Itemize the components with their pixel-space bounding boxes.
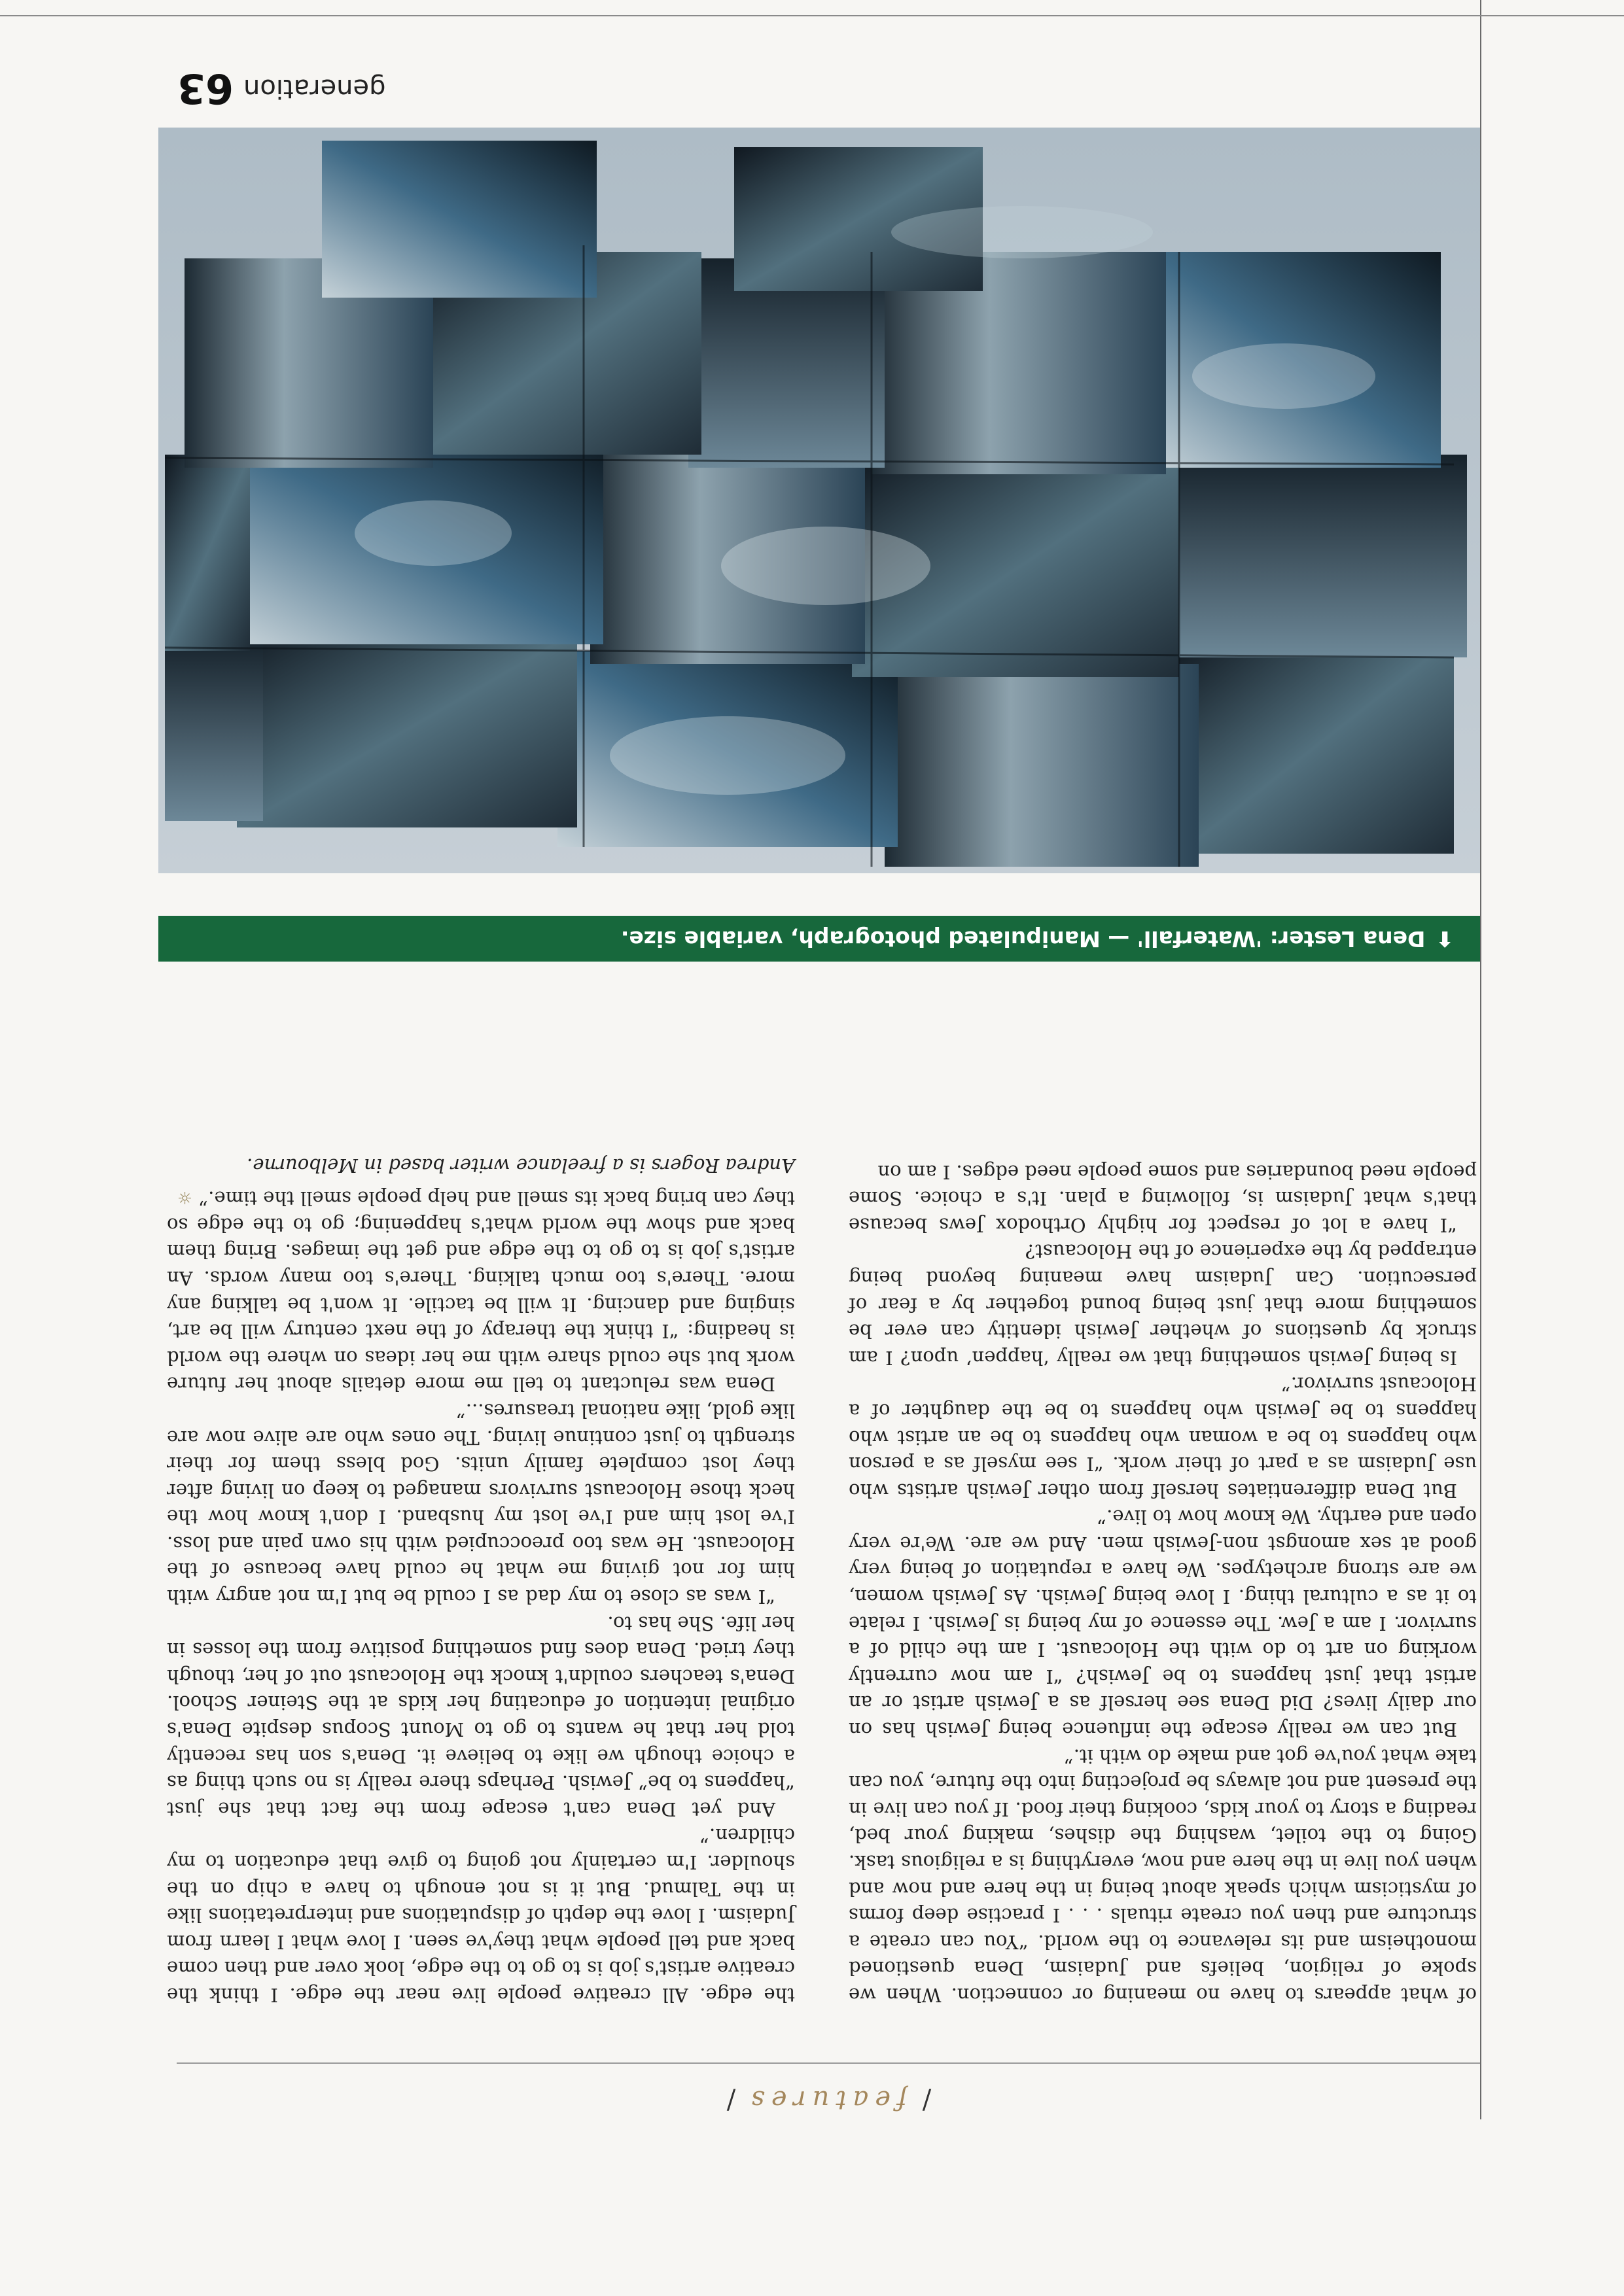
page-number: 63 <box>177 65 234 113</box>
section-label-text: features <box>745 2085 907 2115</box>
paragraph <box>167 1184 795 1398</box>
article-column-right <box>167 1152 795 2008</box>
caption-bar <box>158 916 1480 962</box>
section-label <box>682 2080 970 2119</box>
paragraph: Is being Jewish something that we really ‘happen’ upon? I am struck by questions of whether Jewish identity can ever be something more that just being bound together by a fear of persecution. Can Judaism have meaning beyond being entrapped by the experience of the Holocaust? <box>849 1240 1477 1369</box>
mist-highlight <box>721 527 930 605</box>
collage-panel <box>237 631 577 827</box>
paragraph: And yet Dena can't escape from the fact that she just “happens to be” Jewish. Perhaps there really is no such thing as a choice though we like to believe it. Dena's son has recently told her that he wants to go to Mount Scopus despite Dena's original intention of educating her kids at the Steiner School. Dena's teachers couldn't knock the Holocaust out of her, though they tried. Dena does find something positive from the losses in her life. She has to. <box>167 1612 795 1820</box>
article-column-left <box>849 1158 1477 2008</box>
paragraph: “I was as close to my dad as I could be but I'm not angry with him for not giving me what he could have because of the Holocaust. He was too preoccupied with his own pain and loss. I've lost him and I've lost my husband. I don't know how the heck those Holocaust survivors managed to keep on living after they lost complete family units. God bless them for their strength to just continue living. The ones who are alive now are like gold, like national treasures...” <box>167 1399 795 1609</box>
caption-text: Dena Lester: 'Waterfall' — Manipulated photograph, variable size. <box>620 926 1426 952</box>
artwork-photo <box>158 128 1480 873</box>
frame-line-left <box>1480 0 1481 2119</box>
mist-highlight <box>610 716 845 795</box>
mist-highlight <box>1192 343 1375 409</box>
mist-highlight <box>355 500 512 566</box>
collage-panel <box>322 141 597 298</box>
collage-panel <box>1166 455 1467 657</box>
author-byline: Andrea Rogers is a freelance writer based in Melbourne. <box>247 1154 795 1177</box>
header-rule <box>177 2062 1480 2064</box>
collage-panel <box>885 664 1199 867</box>
collage-panel <box>1179 638 1454 854</box>
magazine-name: generation <box>243 73 386 103</box>
paragraph: But Dena differentiates herself from other Jewish artists who use Judaism as a part of their work. “I see myself as a person who happens to be a woman who happens to be an artist who happens to be Jewish who happens to be the daughter of a Holocaust survivor.” <box>849 1373 1477 1502</box>
collage-panel <box>165 455 250 651</box>
slash-left-icon: / <box>915 2085 932 2115</box>
paragraph: of what appears to have no meaning or connection. When we spoke of religion, beliefs and Judaism, Dena questioned monotheism and its relevance to the world. “You can create a structure and then you create rituals . . . I practise deep forms of mysticism which speak about being in the here and now and when you live in the here and now, everything is a religious task. Going to the toilet, washing the dishes, making your bed, reading a story to your kids, cooking their food. If you can live in the present and not always be projecting into the future, you can take what you've got and make do with it.” <box>849 1745 1477 2006</box>
arrow-icon: ⬆ <box>1436 926 1454 952</box>
slash-right-icon: / <box>720 2085 736 2115</box>
paragraph: the edge. All creative people live near the edge. I think the creative artist's job is to go to the edge, look over and then come back and tell people what they've seen. I love what I learn from Judaism. I love the depth of disputations and interpretations like in the Talmud. But it is not enough to have a chip on the shoulder. I'm certainly not going to give that education to my children.” <box>167 1824 795 2006</box>
paragraph: “I have a lot of respect for highly Orthodox Jews because that's what Judaism is, following a plan. It's a choice. Some people need boundaries and some people need edges. I am on <box>849 1160 1477 1236</box>
sun-icon: ☼ <box>177 1187 193 1208</box>
paragraph-text: Dena was reluctant to tell me more details about her future work but she could share with me her ideas on where the world is heading: “I think the therapy of the next century will be art, singing and dancing. It will be tactile. It won't be talking any more. There's too much talking. There's too many words. An artist's job is to go to the edge and get the images. Bring them back and show the world what's happening; go to the edge so they can bring back its smell and help people smell the time.” <box>167 1187 795 1396</box>
mist-highlight <box>891 206 1153 258</box>
frame-line-bottom <box>0 15 1624 16</box>
paragraph: But can we really escape the influence being Jewish has on our daily lives? Did Dena see herself as a Jewish artist or an artist that just happens to be Jewish? “I am now currently working on art to do with the Holocaust. I am the child of a survivor. I am a Jew. The essence of my being is Jewish. I relate to it as a cultural thing. I love being Jewish. As Jewish women, we are strong archetypes. We have a reputation of being very good at sex amongst non-Jewish men. And we are. We're very open and earthy. We know how to live.” <box>849 1506 1477 1741</box>
collage-panel <box>165 638 263 821</box>
artwork-collage <box>158 128 1480 873</box>
